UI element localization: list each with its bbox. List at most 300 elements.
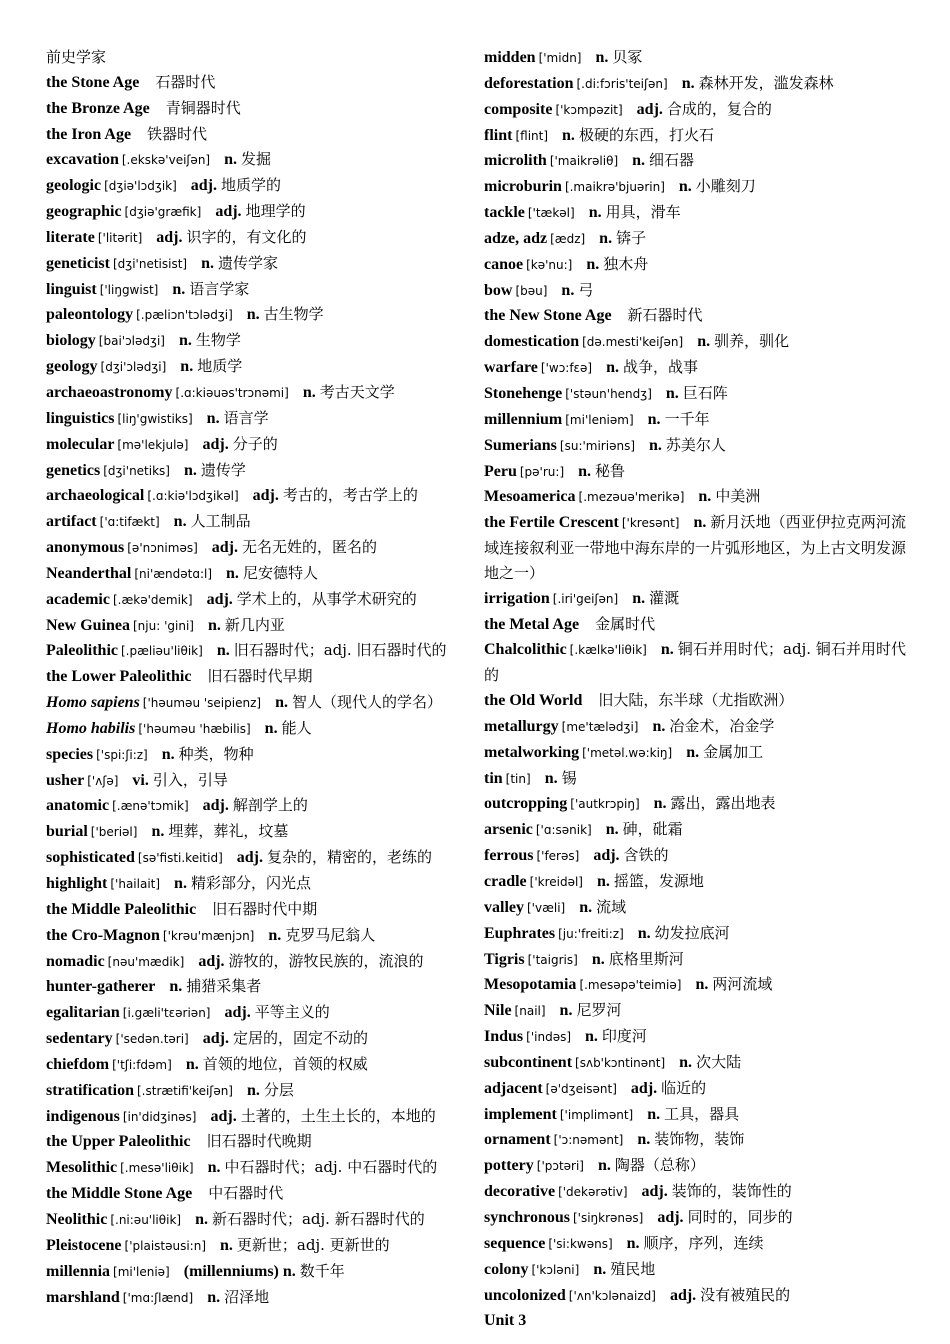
- vocab-entry: [484, 200, 906, 226]
- vocab-entry: [46, 328, 470, 354]
- vocab-entry: [46, 1078, 470, 1104]
- part-of-speech: n.: [626, 1234, 640, 1252]
- part-of-speech: n.: [161, 745, 175, 763]
- vocab-entry: [46, 561, 470, 587]
- vocab-word: highlight: [46, 875, 108, 892]
- vocab-word: the Fertile Crescent: [484, 514, 619, 532]
- phonetic: [ju:'freiti:z]: [558, 926, 624, 941]
- vocab-word: sedentary: [46, 1030, 113, 1048]
- phonetic: [.ækə'demik]: [112, 592, 193, 607]
- phonetic: [.mesəpə'teimiə]: [579, 978, 682, 993]
- definition: 底格里斯河: [608, 949, 684, 968]
- vocab-word: subcontinent: [484, 1053, 573, 1071]
- vocab-entry: [484, 586, 906, 612]
- part-of-speech: n.: [665, 384, 679, 402]
- phonetic: ['kɔmpəzit]: [555, 102, 623, 117]
- phonetic: [ni'ændətɑ:l]: [134, 566, 213, 581]
- phonetic: [də.mesti'keiʃən]: [582, 335, 684, 350]
- phonetic: ['beriəl]: [90, 825, 138, 840]
- vocab-word: Stonehenge: [484, 384, 563, 402]
- phonetic: [ə'dʒeisənt]: [545, 1081, 617, 1096]
- vocab-word: Sumerians: [484, 436, 557, 454]
- definition: 克罗马尼翁人: [285, 925, 376, 944]
- definition: 巨石阵: [682, 383, 728, 402]
- vocab-word: Mesoamerica: [484, 488, 576, 506]
- phonetic: ['indəs]: [526, 1030, 572, 1045]
- phonetic: ['liŋgwist]: [99, 282, 159, 297]
- phonetic: [.ænə'tɔmik]: [112, 799, 189, 814]
- definition: 含铁的: [623, 846, 669, 865]
- phonetic: [sə'fisti.keitid]: [137, 851, 223, 866]
- phonetic: [kə'nu:]: [526, 257, 573, 272]
- vocab-entry: [46, 1052, 470, 1078]
- phonetic: ['ʌʃə]: [87, 773, 119, 788]
- vocab-entry: [484, 869, 906, 895]
- phonetic: [ædz]: [550, 231, 586, 246]
- part-of-speech: n.: [660, 641, 674, 659]
- vocab-entry: [484, 433, 906, 459]
- part-of-speech: n.: [585, 1028, 598, 1046]
- vocab-word: outcropping: [484, 795, 568, 813]
- definition: 无名无姓的，匿名的: [242, 538, 378, 557]
- vocab-word: Neanderthal: [46, 564, 132, 582]
- vocab-word: Neolithic: [46, 1210, 108, 1228]
- vocab-word: archaeological: [46, 487, 145, 505]
- part-of-speech: adj.: [630, 1079, 658, 1097]
- vocab-word: biology: [46, 332, 96, 350]
- phonetic: ['ferəs]: [536, 849, 580, 864]
- phonetic: ['tʃi:fdəm]: [112, 1057, 172, 1072]
- phonetic: [mi'leniəm]: [565, 412, 634, 427]
- vocab-word: Pleistocene: [46, 1236, 122, 1254]
- definition: 语言学家: [189, 279, 250, 298]
- vocab-entry: [484, 740, 906, 766]
- vocab-entry: [46, 535, 470, 561]
- part-of-speech: n.: [678, 178, 692, 196]
- phonetic: ['krəu'mænjɔn]: [162, 928, 255, 943]
- definition: 苏美尔人: [665, 435, 726, 454]
- vocab-entry: [484, 303, 906, 329]
- vocab-word: hunter-gatherer: [46, 978, 156, 996]
- part-of-speech: n.: [632, 152, 646, 170]
- vocab-word: Mesolithic: [46, 1159, 118, 1177]
- phonetic: [.pæliəu'liθik]: [120, 644, 203, 659]
- vocab-entry: [484, 1076, 906, 1102]
- part-of-speech: n.: [247, 1081, 260, 1099]
- definition: 更新世；adj. 更新世的: [236, 1235, 390, 1254]
- vocab-word: linguist: [46, 280, 97, 298]
- vocab-word: linguistics: [46, 409, 115, 427]
- vocab-entry: [46, 819, 470, 845]
- vocab-word: microburin: [484, 178, 562, 196]
- definition: 铁器时代: [147, 124, 208, 143]
- part-of-speech: n.: [652, 717, 666, 735]
- part-of-speech: n.: [169, 978, 183, 996]
- phonetic: ['mɑ:ʃlænd]: [122, 1290, 194, 1305]
- part-of-speech: n.: [588, 204, 602, 222]
- part-of-speech: n.: [275, 694, 288, 712]
- vocab-word: Unit 3: [484, 1312, 527, 1330]
- part-of-speech: n.: [151, 823, 165, 841]
- part-of-speech: adj.: [210, 1107, 237, 1125]
- vocab-entry: [46, 742, 470, 768]
- phonetic: ['spi:ʃi:z]: [96, 747, 148, 762]
- definition: 印度河: [601, 1027, 647, 1046]
- definition: 人工制品: [190, 512, 251, 531]
- vocab-word: marshland: [46, 1288, 120, 1306]
- phonetic: [.iri'geiʃən]: [552, 591, 619, 606]
- vocab-word: metallurgy: [484, 717, 559, 735]
- part-of-speech: n.: [653, 795, 667, 813]
- vocab-word: synchronous: [484, 1208, 570, 1226]
- definition: 语言学: [223, 408, 269, 427]
- vocab-entry: [46, 1000, 470, 1026]
- vocab-entry: [484, 1024, 906, 1050]
- phonetic: ['hailait]: [110, 877, 161, 891]
- definition: 森林开发，滥发森林: [698, 73, 834, 92]
- part-of-speech: adj.: [190, 177, 218, 195]
- definition: 遗传学: [200, 460, 246, 479]
- definition: 尼罗河: [576, 1001, 622, 1020]
- vocab-word: the Stone Age: [46, 73, 140, 91]
- vocab-entry: [484, 97, 906, 123]
- vocab-word: composite: [484, 100, 553, 118]
- vocab-entry: [484, 1308, 906, 1334]
- vocab-entry: [484, 226, 906, 252]
- vocab-word: species: [46, 745, 94, 763]
- phonetic: [dʒi'netiks]: [103, 463, 170, 478]
- part-of-speech: n.: [695, 976, 709, 994]
- definition: 游牧的，游牧民族的，流浪的: [228, 951, 424, 970]
- phonetic: [tin]: [505, 771, 531, 786]
- phonetic: [me'tælədʒi]: [561, 719, 639, 734]
- vocab-entry: [46, 716, 470, 742]
- part-of-speech: n.: [597, 873, 610, 890]
- definition: 发掘: [241, 150, 272, 169]
- phonetic: [.kælkə'liθik]: [569, 643, 647, 658]
- part-of-speech: n.: [593, 1260, 607, 1278]
- phonetic: [i.gæli'tɛəriən]: [122, 1006, 211, 1021]
- phonetic: [mi'leniə]: [113, 1264, 170, 1279]
- part-of-speech: adj.: [206, 590, 233, 608]
- definition: 独木舟: [603, 254, 649, 273]
- definition: 石器时代: [155, 72, 216, 91]
- vocab-entry: [46, 173, 470, 199]
- vocab-entry: [46, 793, 470, 819]
- definition: 次大陆: [696, 1052, 742, 1071]
- definition: 引入，引导: [152, 770, 228, 789]
- vocab-word: adze, adz: [484, 229, 548, 247]
- vocab-word: usher: [46, 771, 85, 789]
- definition: 沼泽地: [224, 1287, 270, 1306]
- phonetic: ['dekərətiv]: [558, 1185, 628, 1200]
- vocab-entry: [46, 380, 470, 406]
- phonetic: ['siŋkrənəs]: [572, 1210, 644, 1225]
- part-of-speech: n.: [637, 1131, 651, 1149]
- vocab-entry: [46, 1259, 470, 1285]
- part-of-speech: n.: [693, 514, 707, 532]
- part-of-speech: n.: [598, 1157, 611, 1175]
- definition: 锛子: [616, 228, 647, 247]
- part-of-speech: n.: [302, 383, 316, 401]
- vocab-entry: [46, 1233, 470, 1259]
- vocab-entry: [484, 329, 906, 355]
- vocab-entry: [46, 664, 470, 690]
- vocab-word: the Metal Age: [484, 615, 580, 633]
- phonetic: ['sedən.təri]: [115, 1032, 189, 1047]
- definition: 旧石器时代；adj. 旧石器时代的: [233, 641, 447, 660]
- definition: 生物学: [195, 331, 241, 350]
- part-of-speech: n.: [264, 719, 278, 737]
- definition: 中石器时代: [208, 1184, 284, 1203]
- part-of-speech: n.: [606, 359, 620, 377]
- vocab-entry: [46, 251, 470, 277]
- vocab-word: Homo sapiens: [46, 694, 140, 712]
- phonetic: [.strætifi'keiʃən]: [136, 1083, 233, 1098]
- definition: 摇篮，发源地: [613, 872, 704, 890]
- phonetic: [liŋ'gwistiks]: [117, 411, 193, 426]
- vocab-word: flint: [484, 126, 513, 144]
- part-of-speech: adj.: [236, 849, 263, 867]
- vocab-word: Paleolithic: [46, 642, 118, 660]
- vocab-entry: [46, 613, 470, 639]
- phonetic: [.di:fɔris'teiʃən]: [576, 76, 668, 91]
- vocab-word: paleontology: [46, 306, 134, 324]
- vocab-entry: [46, 432, 470, 458]
- definition: 冶金术，冶金学: [669, 716, 775, 735]
- part-of-speech: n.: [605, 821, 619, 839]
- definition: 智人（现代人的学名）: [291, 693, 442, 712]
- definition: 能人: [281, 718, 312, 737]
- vocab-word: warfare: [484, 359, 538, 377]
- vocab-entry: [484, 45, 906, 71]
- vocab-entry: [46, 949, 470, 975]
- vocab-word: bow: [484, 281, 513, 299]
- vocab-entry: [46, 587, 470, 613]
- definition: 陶器（总称）: [614, 1156, 705, 1175]
- definition: 没有被殖民的: [700, 1285, 791, 1304]
- vocab-entry: [46, 974, 470, 1000]
- definition: 地质学的: [221, 176, 282, 195]
- vocab-word: excavation: [46, 151, 119, 169]
- vocab-entry: [484, 252, 906, 278]
- definition: 新几内亚: [224, 615, 285, 634]
- phonetic: ['ɑ:tifækt]: [99, 515, 160, 530]
- vocab-entry: [484, 791, 906, 817]
- vocab-entry: [484, 381, 906, 407]
- phonetic: [dʒi'netisist]: [112, 256, 188, 271]
- part-of-speech: n.: [185, 1055, 199, 1073]
- phonetic: [bai'ɔlədʒi]: [98, 334, 165, 349]
- definition: 战争，战事: [623, 358, 699, 377]
- vocab-entry: [46, 1104, 470, 1130]
- vocab-entry: [484, 637, 906, 688]
- phonetic: [nəu'mædik]: [107, 954, 185, 969]
- definition: 中石器时代；adj. 中石器时代的: [224, 1158, 438, 1177]
- vocab-word: pottery: [484, 1157, 534, 1175]
- vocab-entry: [46, 199, 470, 225]
- vocab-word: deforestation: [484, 74, 574, 92]
- vocab-entry: [484, 688, 906, 714]
- vocab-entry: [46, 509, 470, 535]
- definition: 两河流域: [712, 975, 773, 994]
- definition: 旧石器时代早期: [207, 667, 313, 686]
- phonetic: ['ɑ:sənik]: [535, 823, 592, 838]
- vocab-word: literate: [46, 228, 95, 246]
- definition: 流域: [596, 897, 627, 916]
- phonetic: [nail]: [514, 1004, 546, 1019]
- definition: 中美洲: [715, 487, 761, 506]
- phonetic: [.mezəuə'merikə]: [578, 490, 685, 505]
- definition: 考古的，考古学上的: [282, 486, 418, 505]
- definition: 新石器时代: [627, 306, 703, 325]
- part-of-speech: n.: [578, 462, 592, 480]
- vocab-entry: [484, 1257, 906, 1283]
- vocab-entry: [484, 484, 906, 510]
- part-of-speech: adj.: [669, 1286, 697, 1304]
- phonetic: [dʒiə'græfik]: [124, 205, 202, 220]
- part-of-speech: n.: [679, 1053, 693, 1071]
- phonetic: [mə'lekjulə]: [117, 437, 189, 452]
- definition: 解剖学上的: [232, 796, 308, 815]
- vocab-entry: [46, 897, 470, 923]
- phonetic: ['kreidəl]: [529, 875, 583, 889]
- part-of-speech: n.: [226, 564, 239, 582]
- vocab-word: ornament: [484, 1131, 551, 1149]
- vocab-word: geographic: [46, 203, 122, 221]
- vocab-entry: [484, 148, 906, 174]
- phonetic: [.maikrə'bjuərin]: [564, 180, 665, 195]
- phonetic: ['midn]: [538, 51, 582, 65]
- vocab-word: tackle: [484, 204, 525, 222]
- part-of-speech: n.: [172, 280, 186, 298]
- part-of-speech: adj.: [215, 203, 242, 221]
- vocab-word: the Bronze Age: [46, 99, 150, 117]
- part-of-speech: n.: [195, 1210, 208, 1228]
- vocab-entry: [46, 147, 470, 173]
- vocab-entry: [46, 768, 470, 794]
- vocab-entry: [46, 638, 470, 664]
- vocab-word: microlith: [484, 152, 547, 170]
- phonetic: [su:'miriəns]: [559, 438, 635, 453]
- vocab-entry: [46, 1207, 470, 1233]
- vocab-word: the Upper Paleolithic: [46, 1133, 191, 1151]
- left-column: [46, 45, 470, 1310]
- vocab-entry: [46, 923, 470, 949]
- phonetic: ['tækəl]: [527, 206, 575, 221]
- vocab-entry: [46, 96, 470, 122]
- part-of-speech: adj.: [198, 952, 225, 970]
- phonetic: ['plaistəusi:n]: [124, 1238, 207, 1253]
- phonetic: [.mesə'liθik]: [120, 1161, 194, 1176]
- part-of-speech: n.: [224, 151, 238, 169]
- vocab-word: millennium: [484, 410, 563, 428]
- vocab-word: implement: [484, 1105, 557, 1123]
- vocab-entry: [46, 871, 470, 897]
- part-of-speech: adj.: [593, 847, 620, 865]
- vocab-word: uncolonized: [484, 1286, 566, 1304]
- vocab-word: burial: [46, 823, 88, 841]
- part-of-speech: n.: [599, 229, 613, 247]
- definition: 尼安德特人: [242, 563, 318, 582]
- vocab-word: Peru: [484, 462, 517, 480]
- vocab-entry: [46, 690, 470, 716]
- part-of-speech: adj.: [202, 435, 229, 453]
- vocab-word: New Guinea: [46, 616, 130, 634]
- vocab-word: indigenous: [46, 1107, 120, 1125]
- vocab-word: irrigation: [484, 589, 550, 607]
- vocab-entry: [484, 1231, 906, 1257]
- definition: 新月沃地（西亚伊拉克两河流域连接叙利亚一带地中海东岸的一片弧形地区，为上古文明发源地之一）: [484, 513, 906, 582]
- vocab-entry: [484, 714, 906, 740]
- vocab-entry: [484, 947, 906, 973]
- vocab-word: archaeoastronomy: [46, 383, 173, 401]
- part-of-speech: n.: [207, 616, 221, 634]
- vocab-entry: [484, 843, 906, 869]
- vocab-word: the Iron Age: [46, 125, 132, 143]
- vocab-word: domestication: [484, 333, 580, 351]
- vocab-entry: [484, 510, 906, 586]
- vocab-entry: [46, 1285, 470, 1311]
- vocab-entry: [46, 45, 470, 70]
- part-of-speech: adj.: [224, 1004, 251, 1022]
- part-of-speech: n.: [562, 126, 575, 144]
- vocab-word: the Middle Paleolithic: [46, 900, 197, 918]
- section-heading: 前史学家: [46, 48, 107, 66]
- part-of-speech: n.: [698, 488, 712, 506]
- definition: 青铜器时代: [165, 98, 241, 117]
- definition: 砷，砒霜: [622, 820, 683, 839]
- part-of-speech: n.: [206, 409, 220, 427]
- part-of-speech: n.: [207, 1288, 221, 1306]
- vocab-entry: [484, 174, 906, 200]
- part-of-speech: adj.: [641, 1183, 668, 1201]
- definition: 复杂的，精密的，老练的: [267, 848, 433, 867]
- vocab-word: the Old World: [484, 692, 583, 710]
- vocab-entry: [46, 406, 470, 432]
- part-of-speech: n.: [579, 898, 593, 916]
- vocab-word: genetics: [46, 461, 101, 479]
- phonetic: [nju: 'gini]: [133, 618, 194, 633]
- phonetic: ['həuməu 'seipienz]: [142, 696, 262, 711]
- vocab-word: sophisticated: [46, 849, 135, 867]
- part-of-speech: adj.: [202, 797, 229, 815]
- part-of-speech: n.: [647, 410, 661, 428]
- part-of-speech: vi.: [132, 771, 149, 789]
- part-of-speech: adj.: [211, 539, 238, 557]
- part-of-speech: n.: [586, 255, 600, 273]
- vocab-word: Nile: [484, 1002, 512, 1020]
- definition: 地质学: [197, 357, 243, 376]
- phonetic: ['maikrəliθ]: [549, 154, 619, 169]
- vocab-entry: [46, 277, 470, 303]
- definition: 极硬的东西，打火石: [578, 125, 714, 144]
- vocab-entry: [484, 278, 906, 304]
- definition: 遗传学家: [218, 253, 279, 272]
- vocab-entry: [46, 1181, 470, 1207]
- vocab-word: stratification: [46, 1081, 134, 1099]
- vocab-word: midden: [484, 49, 536, 66]
- vocab-word: sequence: [484, 1234, 546, 1252]
- definition: 考古天文学: [319, 382, 395, 401]
- phonetic: ['pɔtəri]: [536, 1159, 584, 1174]
- part-of-speech: n.: [686, 743, 700, 761]
- definition: 装饰的，装饰性的: [671, 1182, 792, 1201]
- part-of-speech: n.: [591, 950, 605, 968]
- part-of-speech: adj.: [156, 228, 183, 246]
- vocab-entry: [484, 71, 906, 97]
- part-of-speech: n.: [201, 254, 215, 272]
